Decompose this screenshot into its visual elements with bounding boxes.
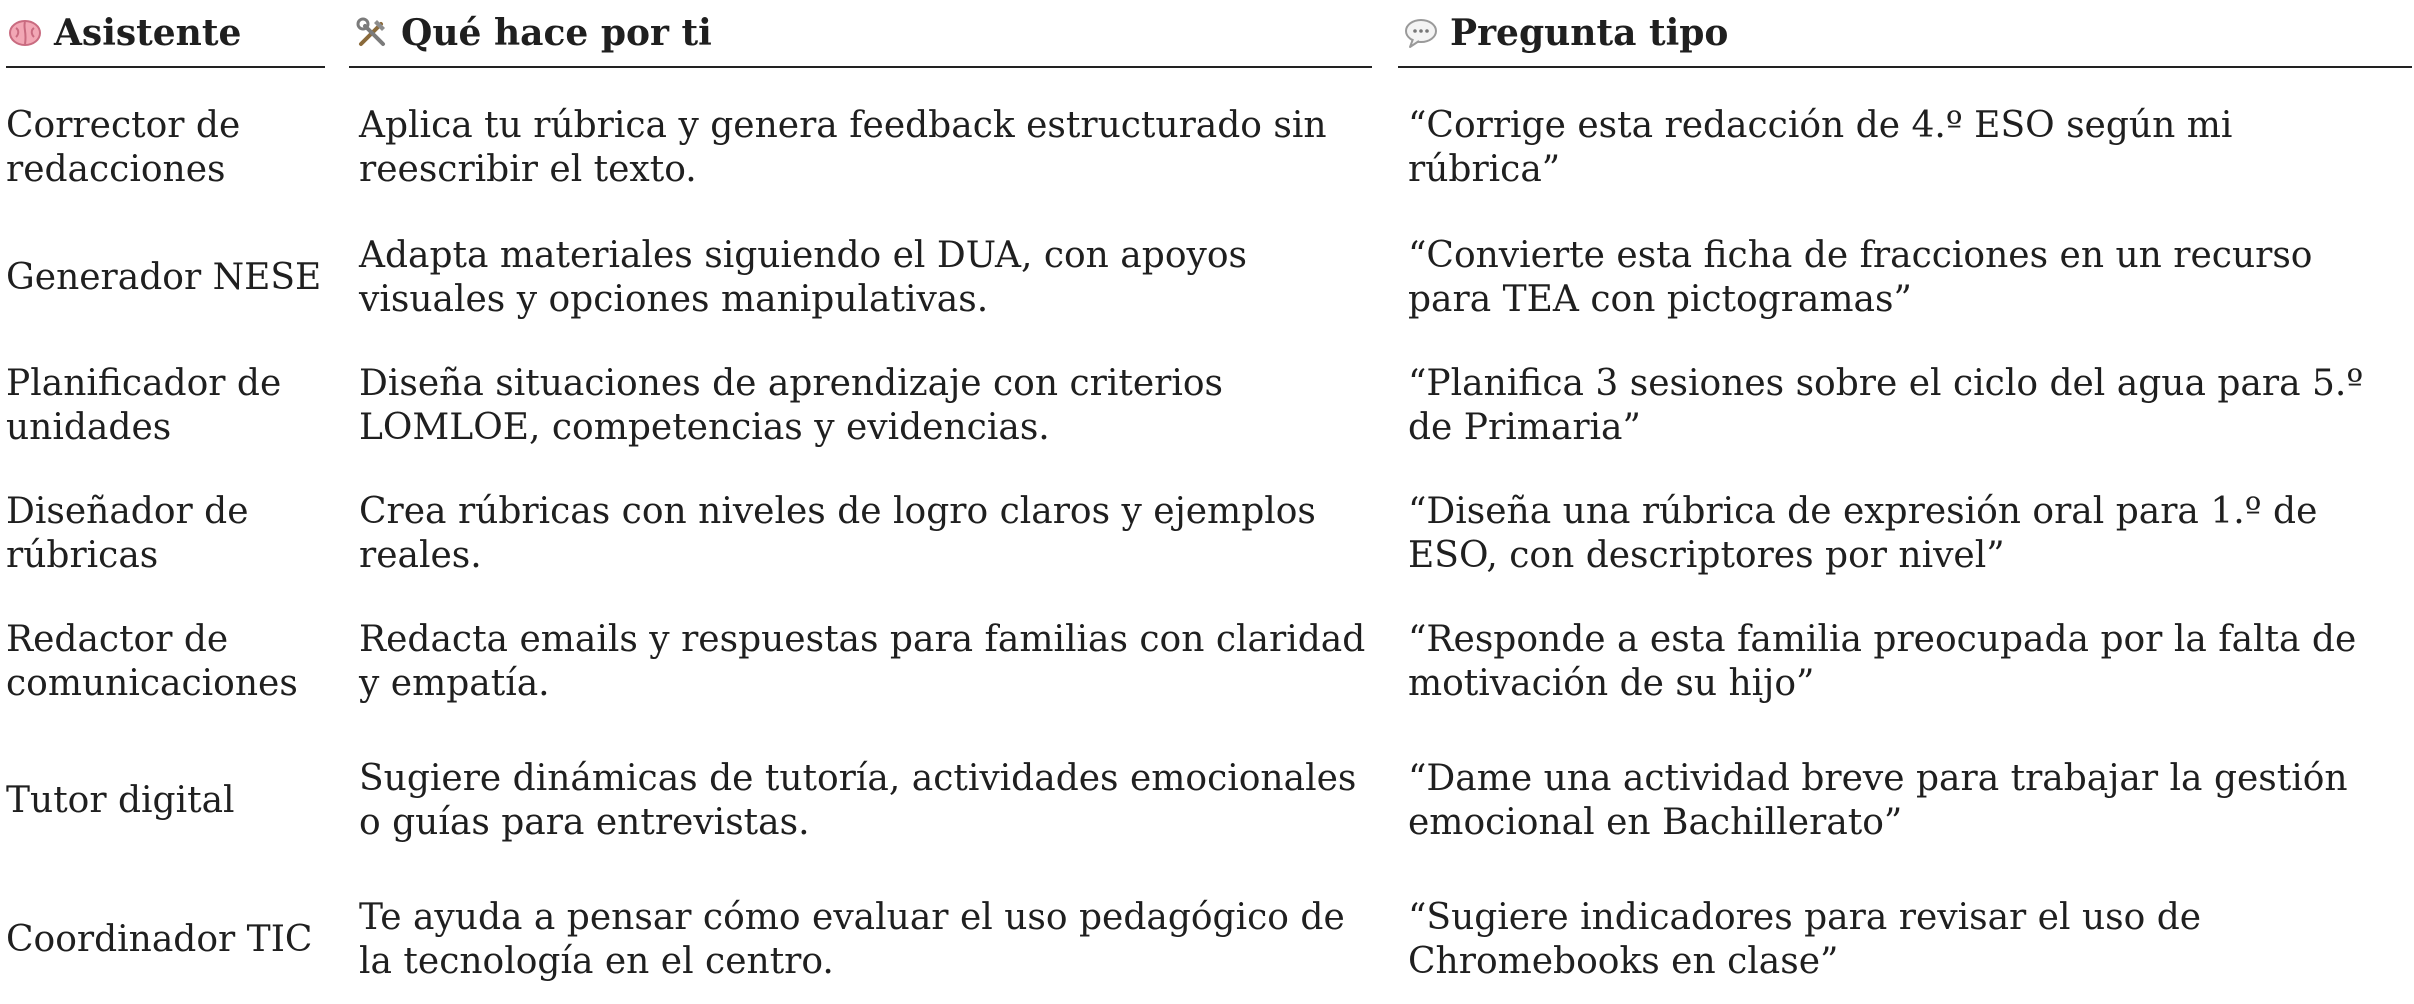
assistant-name-cell: Diseñador de rúbricas	[6, 491, 249, 576]
speech-bubble-icon	[1402, 14, 1440, 52]
assistant-name-cell: Generador NESE	[6, 257, 322, 298]
assistant-description-cell: Aplica tu rúbrica y genera feedback estructurado sin reescribir el texto.	[359, 105, 1327, 190]
table-row	[6, 726, 2412, 876]
assistant-description-cell: Sugiere dinámicas de tutoría, actividades emocionales o guías para entrevistas.	[359, 758, 1357, 843]
assistants-table	[6, 0, 2412, 1004]
assistant-description-cell: Adapta materiales siguiendo el DUA, con apoyos visuales y opciones manipulativas.	[359, 235, 1247, 320]
header-assistant-label: Asistente	[54, 12, 242, 54]
table-row	[6, 214, 2412, 342]
brain-icon	[6, 14, 44, 52]
assistant-name-cell: Coordinador TIC	[6, 919, 313, 960]
table-row	[6, 342, 2412, 470]
assistant-description-cell: Crea rúbricas con niveles de logro claros y ejemplos reales.	[359, 491, 1316, 576]
sample-question-cell: “Sugiere indicadores para revisar el uso de Chromebooks en clase”	[1408, 897, 2202, 982]
header-row	[6, 0, 2412, 68]
header-assistant	[6, 0, 349, 68]
sample-question-cell: “Dame una actividad breve para trabajar la gestión emocional en Bachillerato”	[1408, 758, 2348, 843]
sample-question-cell: “Corrige esta redacción de 4.º ESO según mi rúbrica”	[1408, 105, 2233, 190]
header-question-label: Pregunta tipo	[1450, 12, 1729, 54]
table-row	[6, 876, 2412, 1004]
sample-question-cell: “Diseña una rúbrica de expresión oral para 1.º de ESO, con descriptores por nivel”	[1408, 491, 2318, 576]
tools-icon	[353, 14, 391, 52]
table-row	[6, 68, 2412, 214]
header-question	[1398, 0, 2412, 68]
table-body	[6, 68, 2412, 1004]
sample-question-cell: “Convierte esta ficha de fracciones en un recurso para TEA con pictogramas”	[1408, 235, 2313, 320]
table-row	[6, 470, 2412, 598]
assistant-description-cell: Redacta emails y respuestas para familias con claridad y empatía.	[359, 619, 1366, 704]
sample-question-cell: “Planifica 3 sesiones sobre el ciclo del agua para 5.º de Primaria”	[1408, 363, 2364, 448]
header-what	[349, 0, 1398, 68]
assistant-name-cell: Planificador de unidades	[6, 363, 282, 448]
sample-question-cell: “Responde a esta familia preocupada por la falta de motivación de su hijo”	[1408, 619, 2357, 704]
assistant-description-cell: Diseña situaciones de aprendizaje con criterios LOMLOE, competencias y evidencias.	[359, 363, 1223, 448]
assistant-name-cell: Corrector de redacciones	[6, 105, 241, 190]
assistant-name-cell: Tutor digital	[6, 780, 235, 821]
assistant-description-cell: Te ayuda a pensar cómo evaluar el uso pedagógico de la tecnología en el centro.	[359, 897, 1345, 982]
header-what-label: Qué hace por ti	[401, 12, 712, 54]
table-header	[6, 0, 2412, 68]
assistant-name-cell: Redactor de comunicaciones	[6, 619, 298, 704]
table-row	[6, 598, 2412, 726]
